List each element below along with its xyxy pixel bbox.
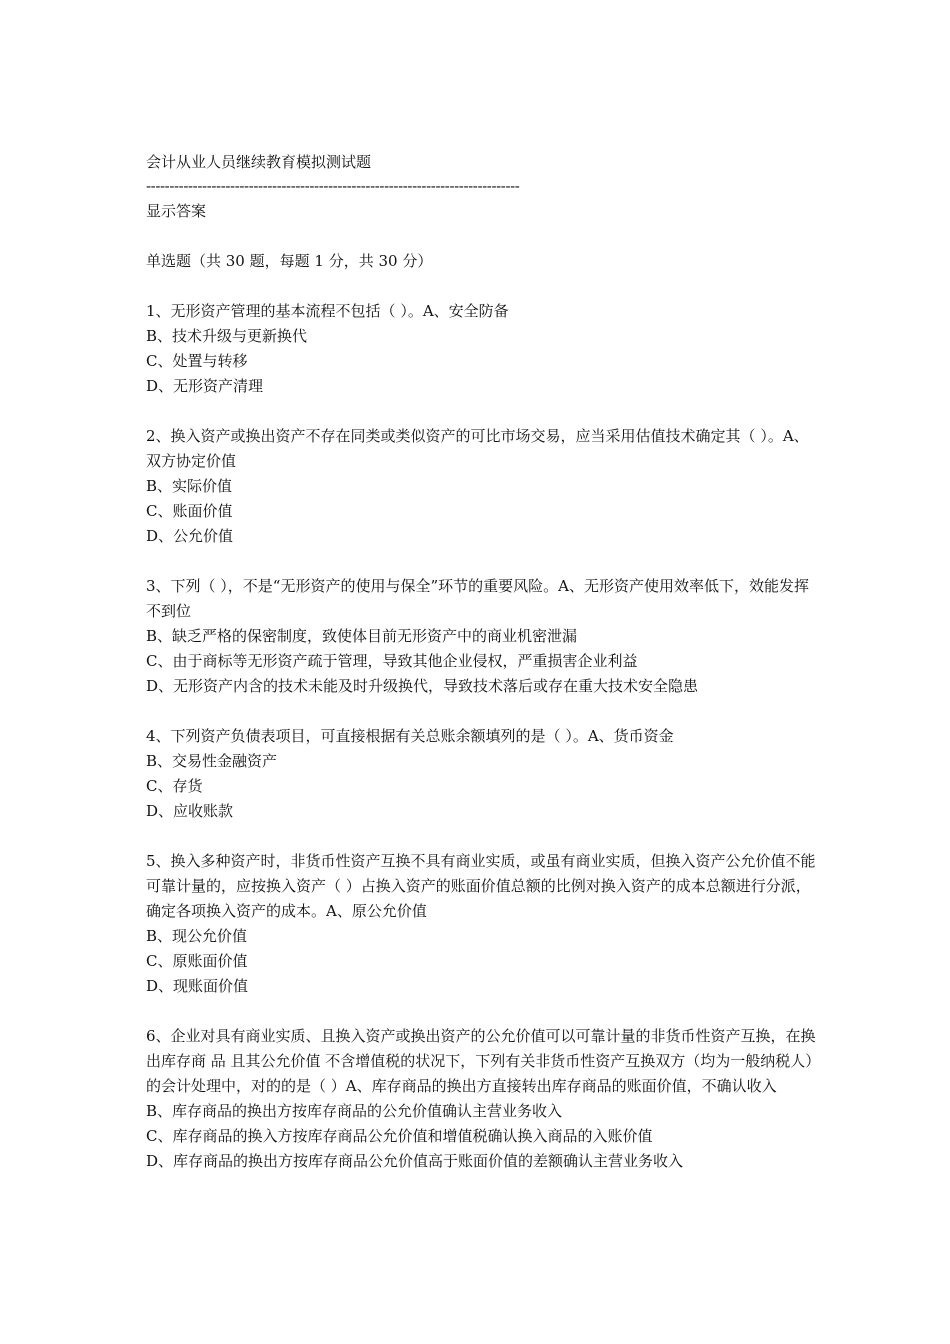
question-stem: 4、下列资产负债表项目，可直接根据有关总账余额填列的是（ ）。A、货币资金	[146, 727, 674, 745]
question-stem: 6、企业对具有商业实质、且换入资产或换出资产的公允价值可以可靠计量的非货币性资产互换，在换出库存商 品 且其公允价值 不含增值税的状况下，下列有关非货币性资产互换双方（均为一般纳税人）的会计处理中，对的的是（ ）A、库存商品的换出方直接转出库存商品的账面价值，不确认收入	[146, 1027, 816, 1095]
question-6	[146, 1024, 818, 1174]
option-b: B、实际价值	[146, 477, 233, 495]
question-2	[146, 424, 818, 549]
question-stem: 3、下列（ ），不是“无形资产的使用与保全”环节的重要风险。A、无形资产使用效率低下，效能发挥不到位	[146, 577, 809, 620]
option-b: B、缺乏严格的保密制度，致使体目前无形资产中的商业机密泄漏	[146, 627, 578, 645]
question-1	[146, 299, 818, 399]
option-c: C、账面价值	[146, 502, 233, 520]
option-d: D、公允价值	[146, 527, 234, 545]
option-c: C、原账面价值	[146, 952, 248, 970]
option-c: C、存货	[146, 777, 203, 795]
show-answer-link[interactable]: 显示答案	[146, 202, 207, 220]
question-stem: 5、换入多种资产时，非货币性资产互换不具有商业实质，或虽有商业实质，但换入资产公允价值不能可靠计量的，应按换入资产（ ）占换入资产的账面价值总额的比例对换入资产的成本总额进行分派，确定各项换入资产的成本。A、原公允价值	[146, 852, 816, 920]
option-d: D、无形资产清理	[146, 377, 264, 395]
page-title: 会计从业人员继续教育模拟测试题	[146, 153, 372, 171]
option-d: D、现账面价值	[146, 977, 249, 995]
option-c: C、库存商品的换入方按库存商品公允价值和增值税确认换入商品的入账价值	[146, 1127, 653, 1145]
option-d: D、无形资产内含的技术未能及时升级换代，导致技术落后或存在重大技术安全隐患	[146, 677, 699, 695]
option-d: D、应收账款	[146, 802, 234, 820]
divider: --------------------------------------------------------------------------------	[146, 179, 520, 193]
question-stem: 2、换入资产或换出资产不存在同类或类似资产的可比市场交易，应当采用估值技术确定其（ ）。A、双方协定价值	[146, 427, 809, 470]
option-c: C、由于商标等无形资产疏于管理，导致其他企业侵权，严重损害企业利益	[146, 652, 638, 670]
document-page	[146, 150, 818, 1199]
option-d: D、库存商品的换出方按库存商品公允价值高于账面价值的差额确认主营业务收入	[146, 1152, 684, 1170]
option-b: B、库存商品的换出方按库存商品的公允价值确认主营业务收入	[146, 1102, 563, 1120]
option-b: B、现公允价值	[146, 927, 248, 945]
question-4	[146, 724, 818, 824]
question-5	[146, 849, 818, 999]
question-stem: 1、无形资产管理的基本流程不包括（ ）。A、安全防备	[146, 302, 509, 320]
option-b: B、交易性金融资产	[146, 752, 278, 770]
section-heading: 单选题（共 30 题，每题 1 分，共 30 分）	[146, 252, 433, 270]
option-c: C、处置与转移	[146, 352, 248, 370]
question-3	[146, 574, 818, 699]
option-b: B、技术升级与更新换代	[146, 327, 308, 345]
